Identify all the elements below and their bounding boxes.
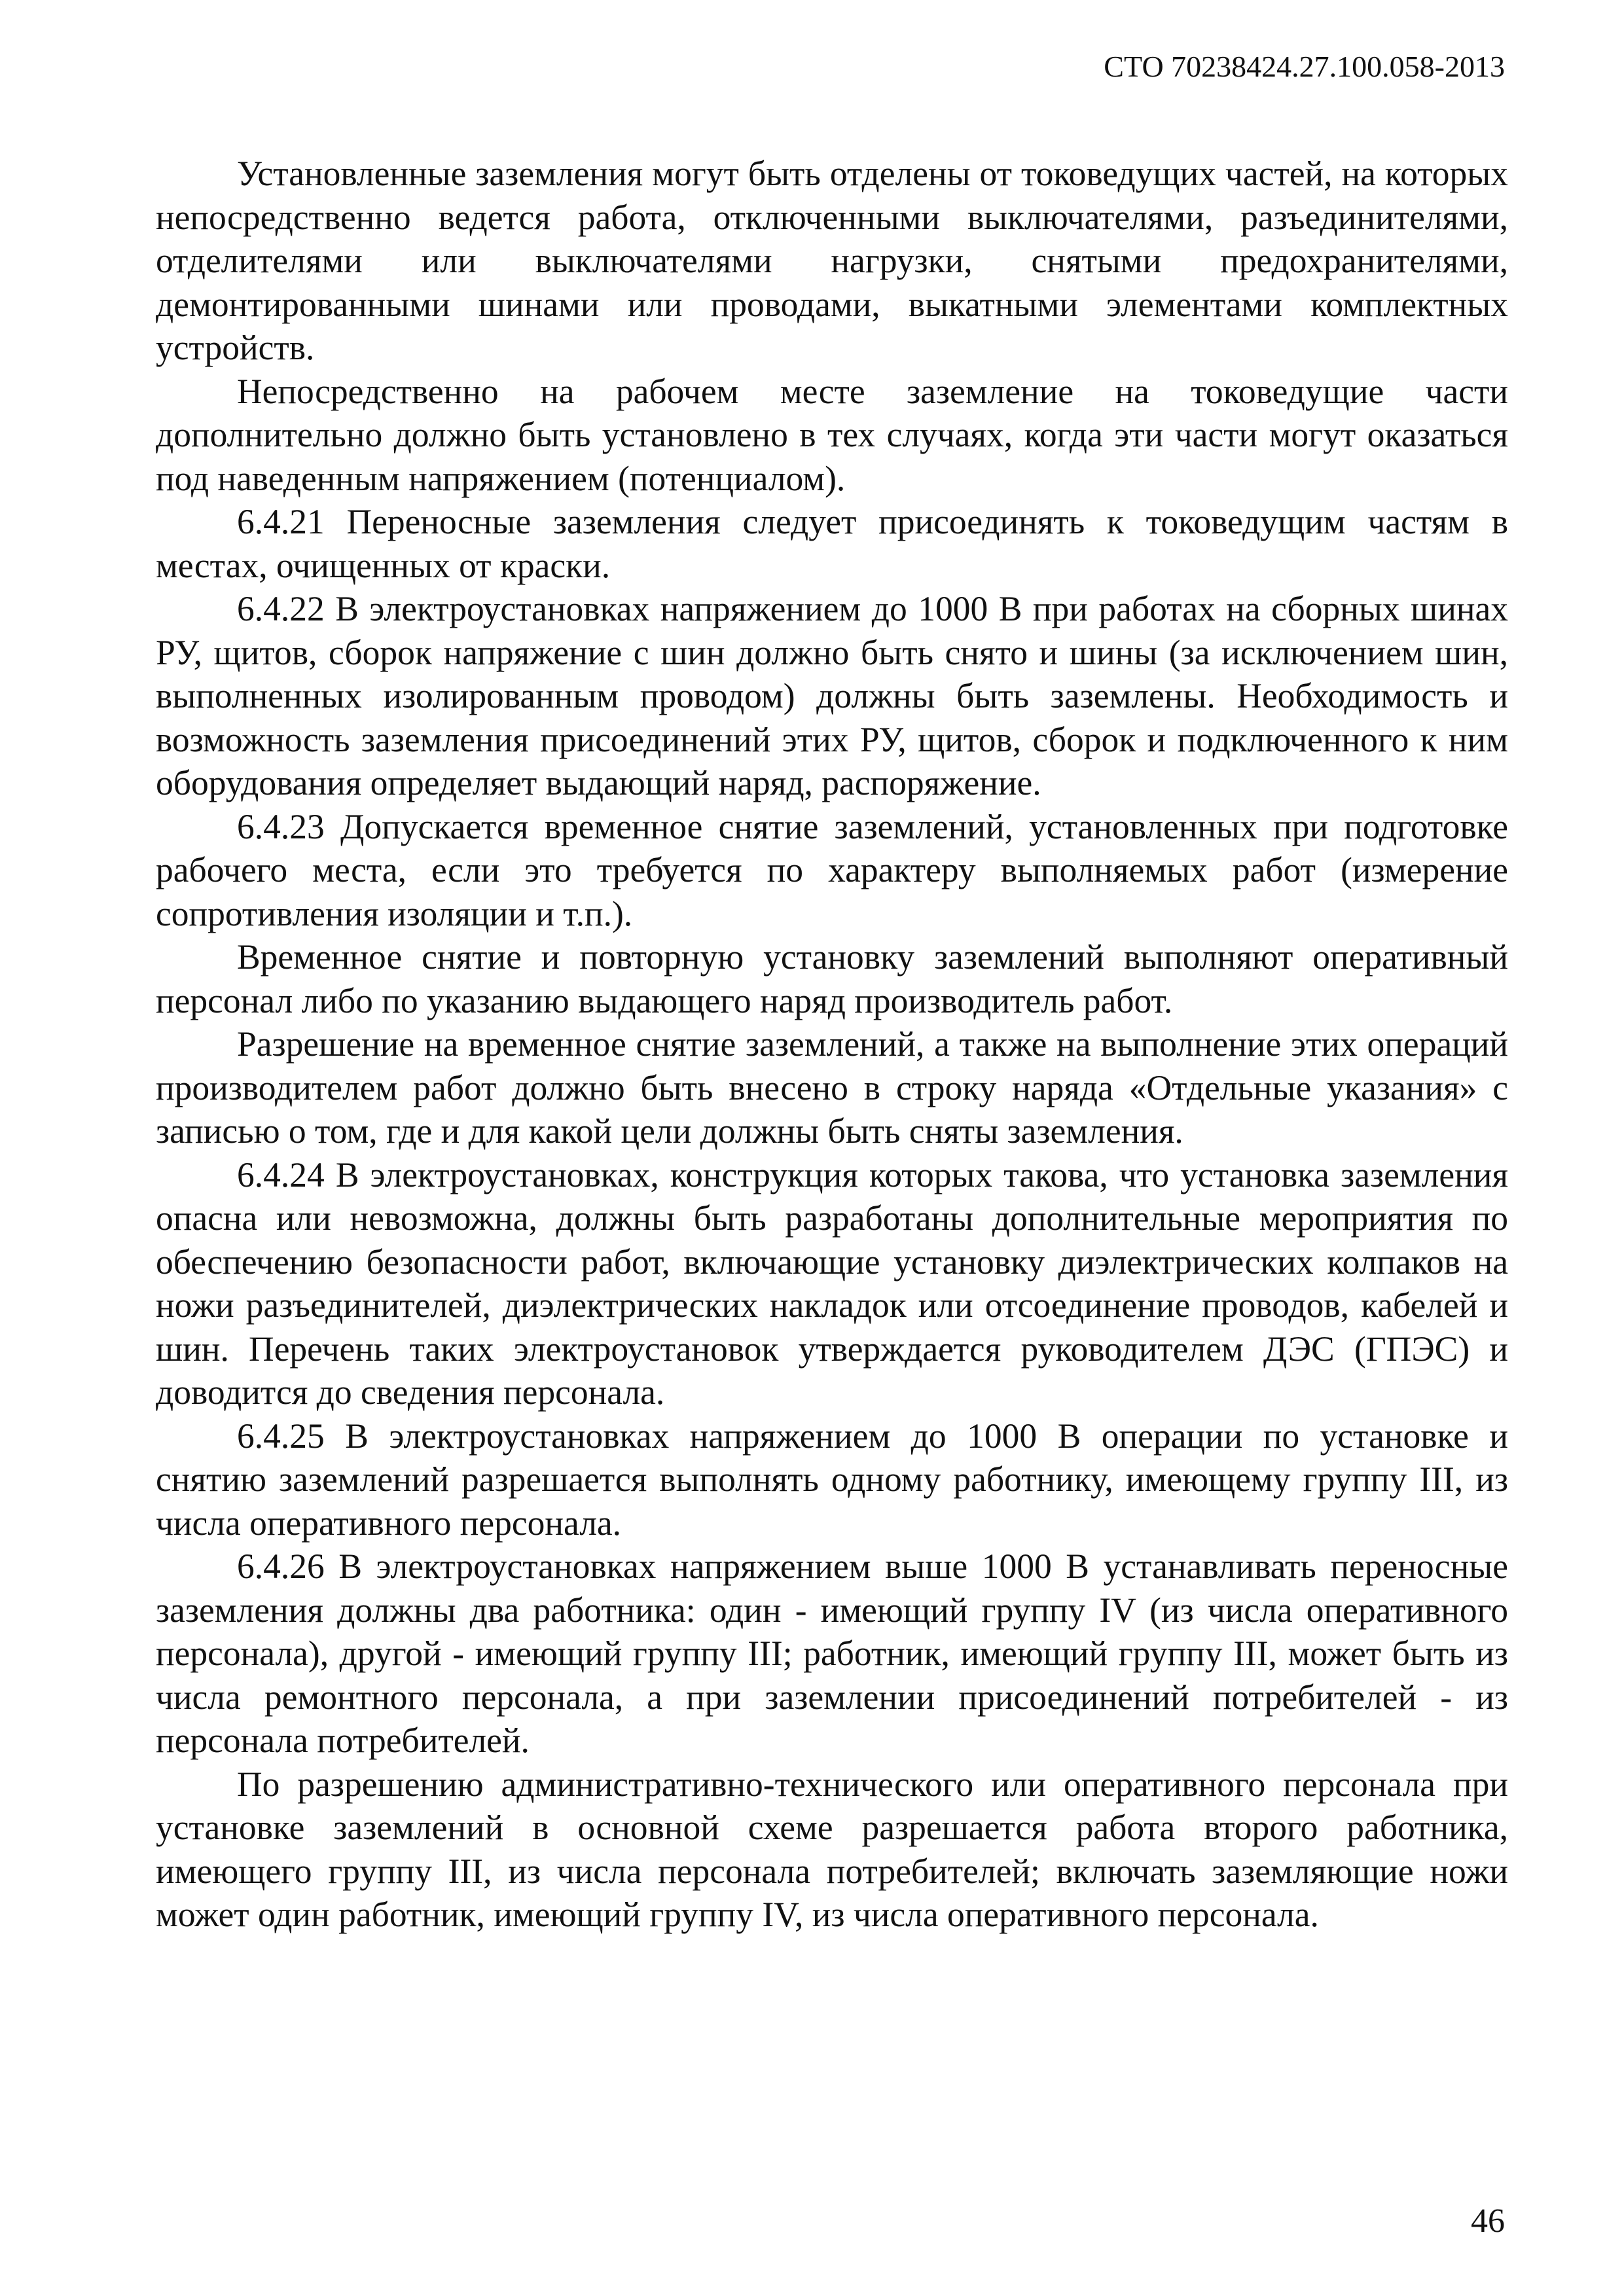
paragraph-6-4-25: 6.4.25 В электроустановках напряжением до 1000 В операции по установке и снятию заземлений разрешается выполнять одному работнику, имеющему группу III, из числа оперативного персонала.	[156, 1416, 1508, 1543]
document-body	[156, 152, 1508, 1937]
paragraph-temporary-removal: Временное снятие и повторную установку заземлений выполняют оперативный персонал либо по указанию выдающего наряд производитель работ.	[156, 937, 1508, 1020]
paragraph-6-4-22: 6.4.22 В электроустановках напряжением до 1000 В при работах на сборных шинах РУ, щитов, сборок напряжение с шин должно быть снято и шины (за исключением шин, выполненных изолированным проводом) должны быть заземлены. Необходимость и возможность заземления присоединений этих РУ, щитов, сборок и подключенного к ним оборудования определяет выдающий наряд, распоряжение.	[156, 589, 1508, 802]
document-standard-number: СТО 70238424.27.100.058-2013	[1104, 50, 1505, 83]
paragraph-second-worker-permission: По разрешению административно-технического или оперативного персонала при установке заземлений в основной схеме разрешается работа второго работника, имеющего группу III, из числа персонала потребителей; включать заземляющие ножи может один работник, имеющий группу IV, из числа оперативного персонала.	[156, 1764, 1508, 1934]
paragraph-grounding-separation: Установленные заземления могут быть отделены от токоведущих частей, на которых непосредственно ведется работа, отключенными выключателями, разъединителями, отделителями или выключателями нагрузки, снятыми предохранителями, демонтированными шинами или проводами, выкатными элементами комплектных устройств.	[156, 154, 1508, 367]
paragraph-6-4-24: 6.4.24 В электроустановках, конструкция которых такова, что установка заземления опасна или невозможна, должны быть разработаны дополнительные мероприятия по обеспечению безопасности работ, включающие установку диэлектрических колпаков на ножи разъединителей, диэлектрических накладок или отсоединение проводов, кабелей и шин. Перечень таких электроустановок утверждается руководителем ДЭС (ГПЭС) и доводится до сведения персонала.	[156, 1155, 1508, 1412]
paragraph-6-4-23: 6.4.23 Допускается временное снятие заземлений, установленных при подготовке рабочего места, если это требуется по характеру выполняемых работ (измерение сопротивления изоляции и т.п.).	[156, 806, 1508, 933]
paragraph-6-4-26: 6.4.26 В электроустановках напряжением выше 1000 В устанавливать переносные заземления должны два работника: один - имеющий группу IV (из числа оперативного персонала), другой - имеющий группу III; работник, имеющий группу III, может быть из числа ремонтного персонала, а при заземлении присоединений потребителей - из персонала потребителей.	[156, 1547, 1508, 1760]
paragraph-induced-voltage: Непосредственно на рабочем месте заземление на токоведущие части дополнительно должно быть установлено в тех случаях, когда эти части могут оказаться под наведенным напряжением (потенциалом).	[156, 371, 1508, 498]
page-number: 46	[1471, 2202, 1505, 2240]
paragraph-6-4-21: 6.4.21 Переносные заземления следует присоединять к токоведущим частям в местах, очищенных от краски.	[156, 502, 1508, 585]
paragraph-removal-permission: Разрешение на временное снятие заземлений, а также на выполнение этих операций производителем работ должно быть внесено в строку наряда «Отдельные указания» с записью о том, где и для какой цели должны быть сняты заземления.	[156, 1024, 1508, 1151]
